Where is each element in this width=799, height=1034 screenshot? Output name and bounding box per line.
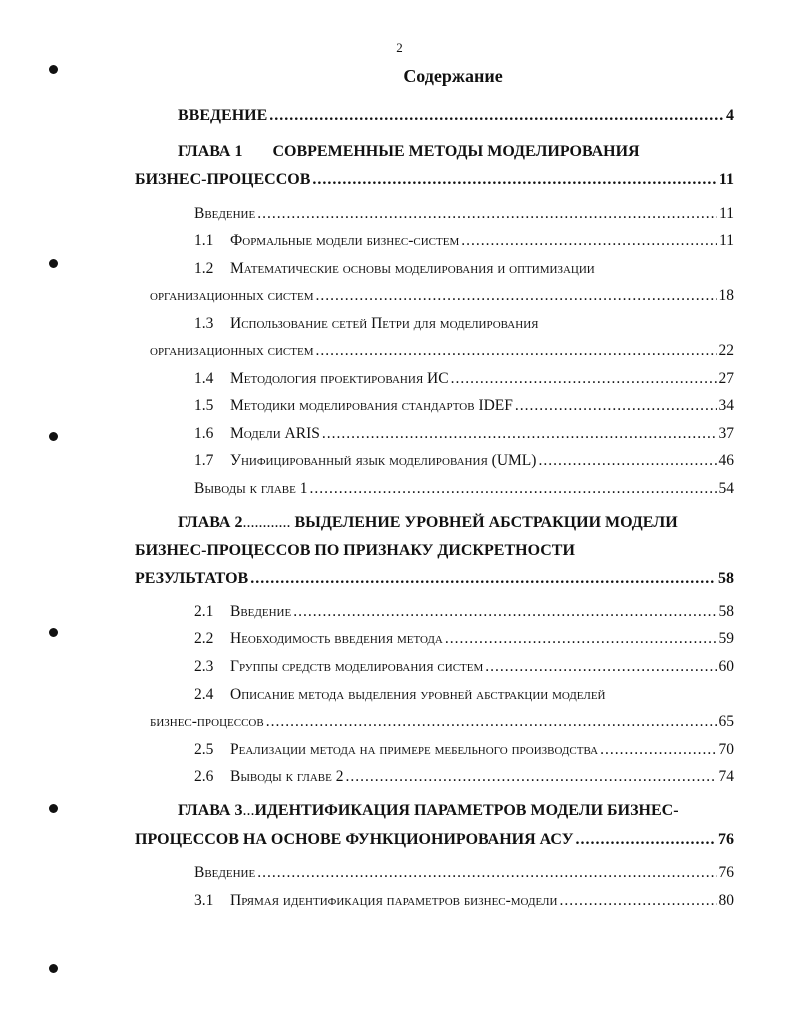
toc-entry [194, 370, 734, 388]
toc-entry [194, 315, 538, 333]
toc-entry-label: Выводы к главе 1 [194, 480, 308, 497]
leader-dots [312, 171, 716, 189]
toc-entry [194, 205, 734, 223]
leader-dots: ... [242, 802, 255, 819]
page-title: Содержание [403, 66, 503, 86]
toc-entry-cont [150, 713, 734, 731]
leader-dots [515, 397, 717, 415]
toc-entry-label: Введение [230, 603, 292, 620]
toc-entry [194, 658, 734, 676]
toc-entry-page: 54 [718, 480, 734, 497]
leader-dots [600, 741, 716, 759]
toc-entry-page: 58 [718, 603, 734, 620]
toc-entry-cont [150, 287, 734, 305]
toc-entry [194, 452, 734, 470]
leader-dots [538, 452, 716, 470]
toc-entry [194, 741, 734, 759]
page-number: 2 [396, 40, 403, 55]
toc-entry-page: 76 [718, 864, 734, 881]
toc-entry-label: Формальные модели бизнес-систем [230, 232, 460, 249]
chapter-title: ИДЕНТИФИКАЦИЯ ПАРАМЕТРОВ МОДЕЛИ БИЗНЕС- [254, 802, 679, 819]
toc-entry-label: Описание метода выделения уровней абстракции моделей [230, 686, 606, 703]
toc-entry-page: 74 [718, 768, 734, 785]
leader-dots [576, 831, 716, 849]
leader-dots [559, 892, 716, 910]
toc-entry-label: организационных систем [150, 342, 314, 359]
chapter-title: БИЗНЕС-ПРОЦЕССОВ [135, 171, 311, 188]
section-number: 3.1 [194, 892, 214, 909]
section-number: 2.5 [194, 741, 214, 758]
leader-dots [451, 370, 717, 388]
toc-entry-label: Методология проектирования ИС [230, 370, 449, 387]
section-number: 1.4 [194, 370, 214, 387]
toc-entry-page: 11 [719, 205, 734, 222]
section-number: 2.1 [194, 603, 214, 620]
toc-entry [194, 768, 734, 786]
toc-entry [194, 232, 734, 250]
section-number: 2.4 [194, 686, 214, 703]
leader-dots [269, 107, 724, 125]
toc-entry-page: 80 [718, 892, 734, 909]
toc-entry [194, 480, 734, 498]
toc-entry-label: Модели ARIS [230, 425, 320, 442]
leader-dots [257, 205, 717, 223]
toc-entry [194, 630, 734, 648]
toc-entry [194, 864, 734, 882]
toc-entry-label: Выводы к главе 2 [230, 768, 344, 785]
toc-entry [194, 425, 734, 443]
toc-entry-label: Необходимость введения метода [230, 630, 443, 647]
toc-entry-page: 27 [718, 370, 734, 387]
toc-entry-label: Введение [194, 864, 256, 881]
toc-entry-page: 58 [718, 570, 734, 587]
chapter-label: ГЛАВА 1 [178, 143, 243, 160]
section-number: 1.1 [194, 232, 214, 249]
toc-entry-label: Группы средств моделирования систем [230, 658, 484, 675]
leader-dots [445, 630, 717, 648]
toc-entry-page: 65 [718, 713, 734, 730]
toc-entry [194, 603, 734, 621]
toc-entry-page: 60 [718, 658, 734, 675]
toc-entry-page: 37 [718, 425, 734, 442]
chapter-title: БИЗНЕС-ПРОЦЕССОВ ПО ПРИЗНАКУ ДИСКРЕТНОСТИ [135, 542, 575, 559]
toc-entry [194, 397, 734, 415]
chapter-label: ГЛАВА 2 [178, 514, 243, 531]
leader-dots [293, 603, 716, 621]
leader-dots [250, 570, 716, 588]
punch-hole [49, 432, 58, 441]
toc-entry-cont [150, 342, 734, 360]
punch-hole [49, 628, 58, 637]
section-number: 2.6 [194, 768, 214, 785]
leader-dots [485, 658, 716, 676]
chapter-1-heading [178, 143, 640, 161]
toc-entry-page: 11 [718, 171, 734, 188]
section-number: 1.2 [194, 260, 214, 277]
toc-entry-page: 76 [718, 831, 734, 848]
chapter-2-heading-cont [135, 542, 575, 560]
leader-dots [315, 342, 716, 360]
section-number: 1.6 [194, 425, 214, 442]
toc-entry-page: 46 [718, 452, 734, 469]
leader-dots [322, 425, 717, 443]
toc-entry-label: Реализации метода на примере мебельного производства [230, 741, 599, 758]
leader-dots [315, 287, 716, 305]
toc-entry-page: 59 [718, 630, 734, 647]
toc-entry-page: 22 [718, 342, 734, 359]
chapter-2-heading-cont [135, 570, 734, 588]
punch-hole [49, 804, 58, 813]
toc-entry-label: Унифицированный язык моделирования (UML) [230, 452, 537, 469]
chapter-title: ПРОЦЕССОВ НА ОСНОВЕ ФУНКЦИОНИРОВАНИЯ АСУ [135, 831, 574, 848]
section-number: 1.3 [194, 315, 214, 332]
toc-entry-label: Математические основы моделирования и оптимизации [230, 260, 595, 277]
leader-dots [309, 480, 716, 498]
toc-entry [194, 260, 595, 278]
section-number: 1.5 [194, 397, 214, 414]
toc-entry-introduction [178, 107, 734, 125]
chapter-2-heading [178, 514, 678, 532]
punch-hole [49, 259, 58, 268]
section-number: 2.2 [194, 630, 214, 647]
toc-entry-label: организационных систем [150, 287, 314, 304]
chapter-label: ГЛАВА 3 [178, 802, 243, 819]
chapter-title: ВЫДЕЛЕНИЕ УРОВНЕЙ АБСТРАКЦИИ МОДЕЛИ [294, 514, 678, 531]
toc-entry-page: 11 [719, 232, 734, 249]
leader-dots [461, 232, 717, 250]
toc-entry-label: Прямая идентификация параметров бизнес-модели [230, 892, 558, 909]
chapter-3-heading [178, 802, 679, 820]
toc-entry-page: 34 [718, 397, 734, 414]
chapter-title: РЕЗУЛЬТАТОВ [135, 570, 249, 587]
toc-entry-label: ВВЕДЕНИЕ [178, 107, 268, 124]
leader-dots: ............ [242, 514, 291, 531]
section-number: 1.7 [194, 452, 214, 469]
punch-hole [49, 964, 58, 973]
toc-entry-page: 18 [718, 287, 734, 304]
leader-dots [345, 768, 716, 786]
leader-dots [257, 864, 716, 882]
toc-entry [194, 686, 606, 704]
chapter-1-heading-cont [135, 171, 734, 189]
toc-entry [194, 892, 734, 910]
leader-dots [266, 713, 717, 731]
toc-entry-label: Методики моделирования стандартов IDEF [230, 397, 513, 414]
toc-entry-label: Введение [194, 205, 256, 222]
chapter-3-heading-cont [135, 831, 734, 849]
toc-entry-label: бизнес-процессов [150, 713, 264, 730]
section-number: 2.3 [194, 658, 214, 675]
toc-entry-label: Использование сетей Петри для моделирования [230, 315, 539, 332]
toc-entry-page: 4 [726, 107, 734, 124]
chapter-title: СОВРЕМЕННЫЕ МЕТОДЫ МОДЕЛИРОВАНИЯ [272, 143, 640, 160]
toc-entry-page: 70 [718, 741, 734, 758]
